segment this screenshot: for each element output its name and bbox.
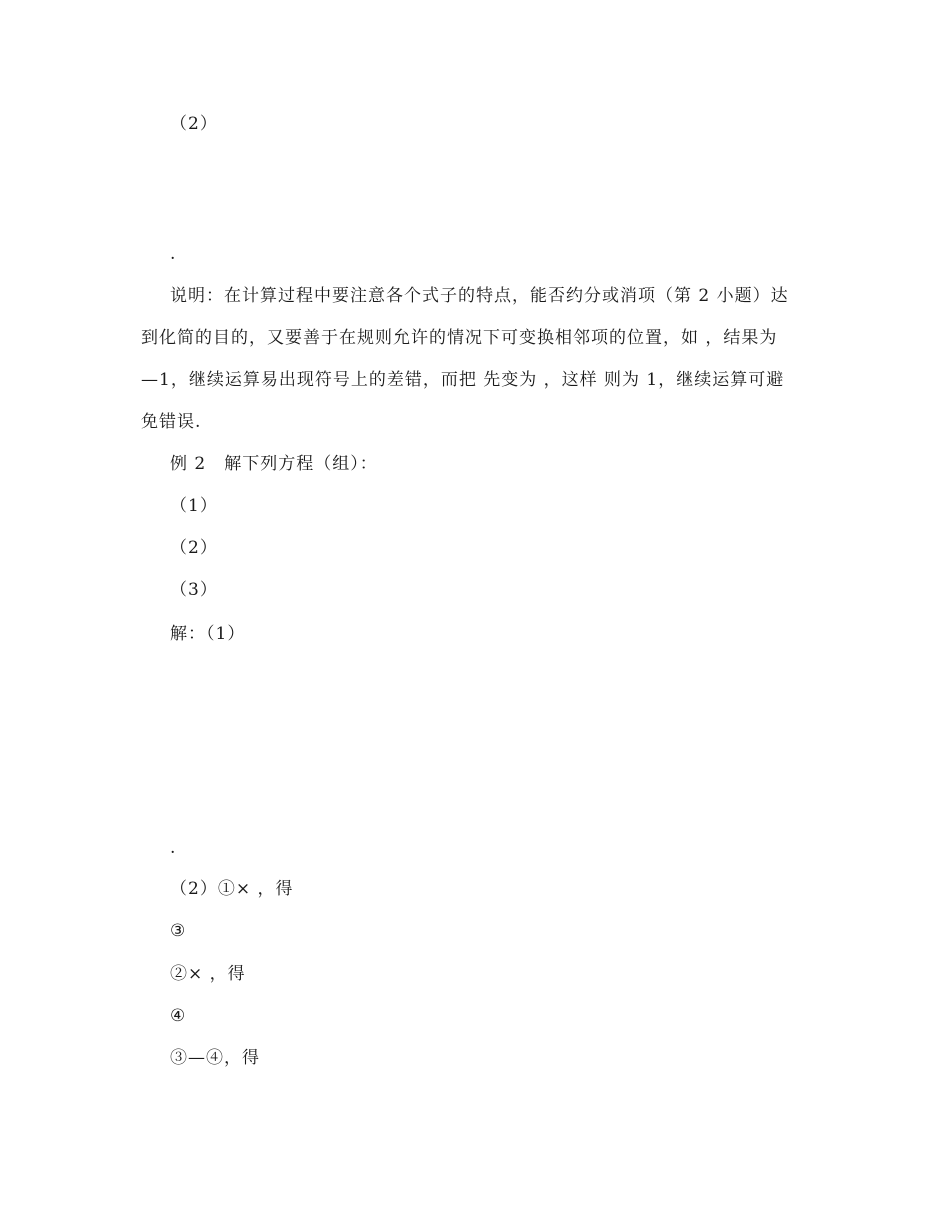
solution-step: ④ xyxy=(170,1006,187,1026)
solution-step: ③ xyxy=(170,921,187,941)
solution-step: （2）①× ，得 xyxy=(170,879,294,899)
item-label-2: （2） xyxy=(170,114,218,134)
solution-step: ③—④，得 xyxy=(170,1048,260,1068)
period-mark: . xyxy=(170,244,177,264)
explanation-line-3: —1，继续运算易出现符号上的差错，而把 先变为 ，这样 则为 1，继续运算可避 xyxy=(141,370,785,390)
example-heading: 例 2 解下列方程（组）： xyxy=(170,454,378,474)
solution-step: ②× ，得 xyxy=(170,964,246,984)
equation-item-3: （3） xyxy=(170,580,218,600)
solution-heading: 解：（1） xyxy=(170,624,246,644)
period-mark: . xyxy=(170,838,177,858)
equation-item-2: （2） xyxy=(170,538,218,558)
explanation-line-4: 免错误. xyxy=(141,412,202,432)
equation-item-1: （1） xyxy=(170,496,218,516)
explanation-line-2: 到化简的目的，又要善于在规则允许的情况下可变换相邻项的位置，如 ，结果为 xyxy=(141,328,778,348)
explanation-line-1: 说明：在计算过程中要注意各个式子的特点，能否约分或消项（第 2 小题）达 xyxy=(170,286,789,306)
